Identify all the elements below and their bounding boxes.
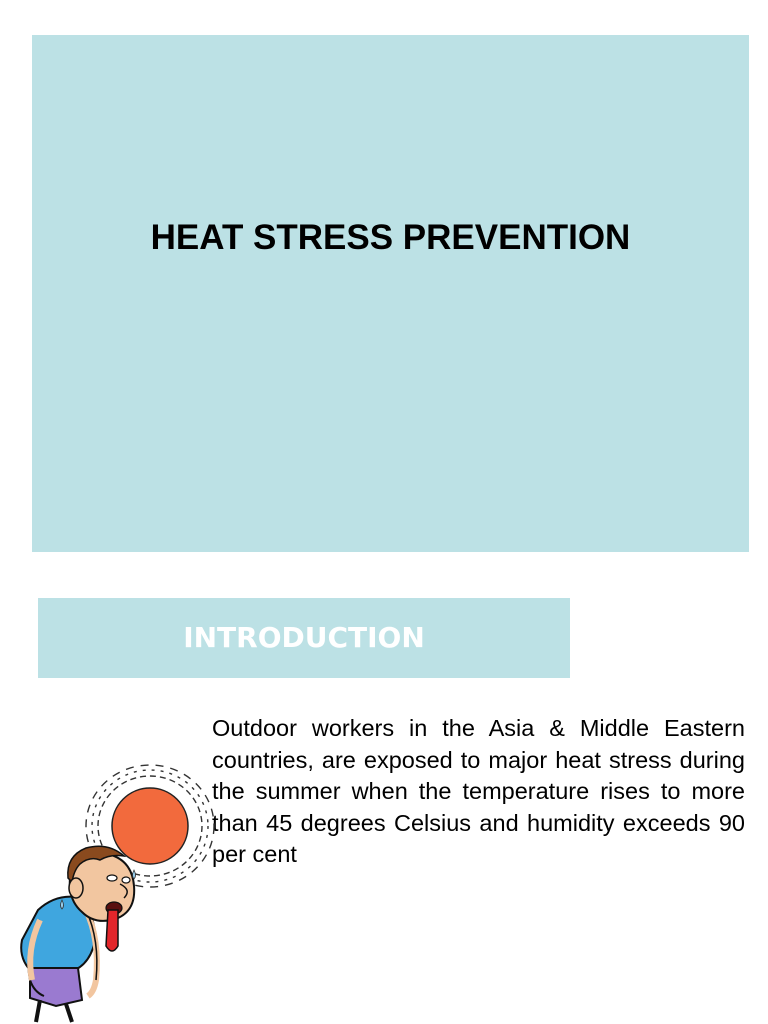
overheated-worker-under-sun-icon [0,760,215,1024]
sun-icon [112,788,188,864]
page-title: HEAT STRESS PREVENTION [150,218,631,257]
title-slide [32,35,749,552]
section-banner [38,598,570,678]
tongue [106,910,118,951]
section-heading: INTRODUCTION [183,621,425,654]
worker-shorts [30,968,82,1006]
intro-paragraph: Outdoor workers in the Asia & Middle Eastern countries, are exposed to major heat stress during the summer when the temperature rises to more than 45 degrees Celsius and humidity exceeds 90 per cent [212,715,745,867]
